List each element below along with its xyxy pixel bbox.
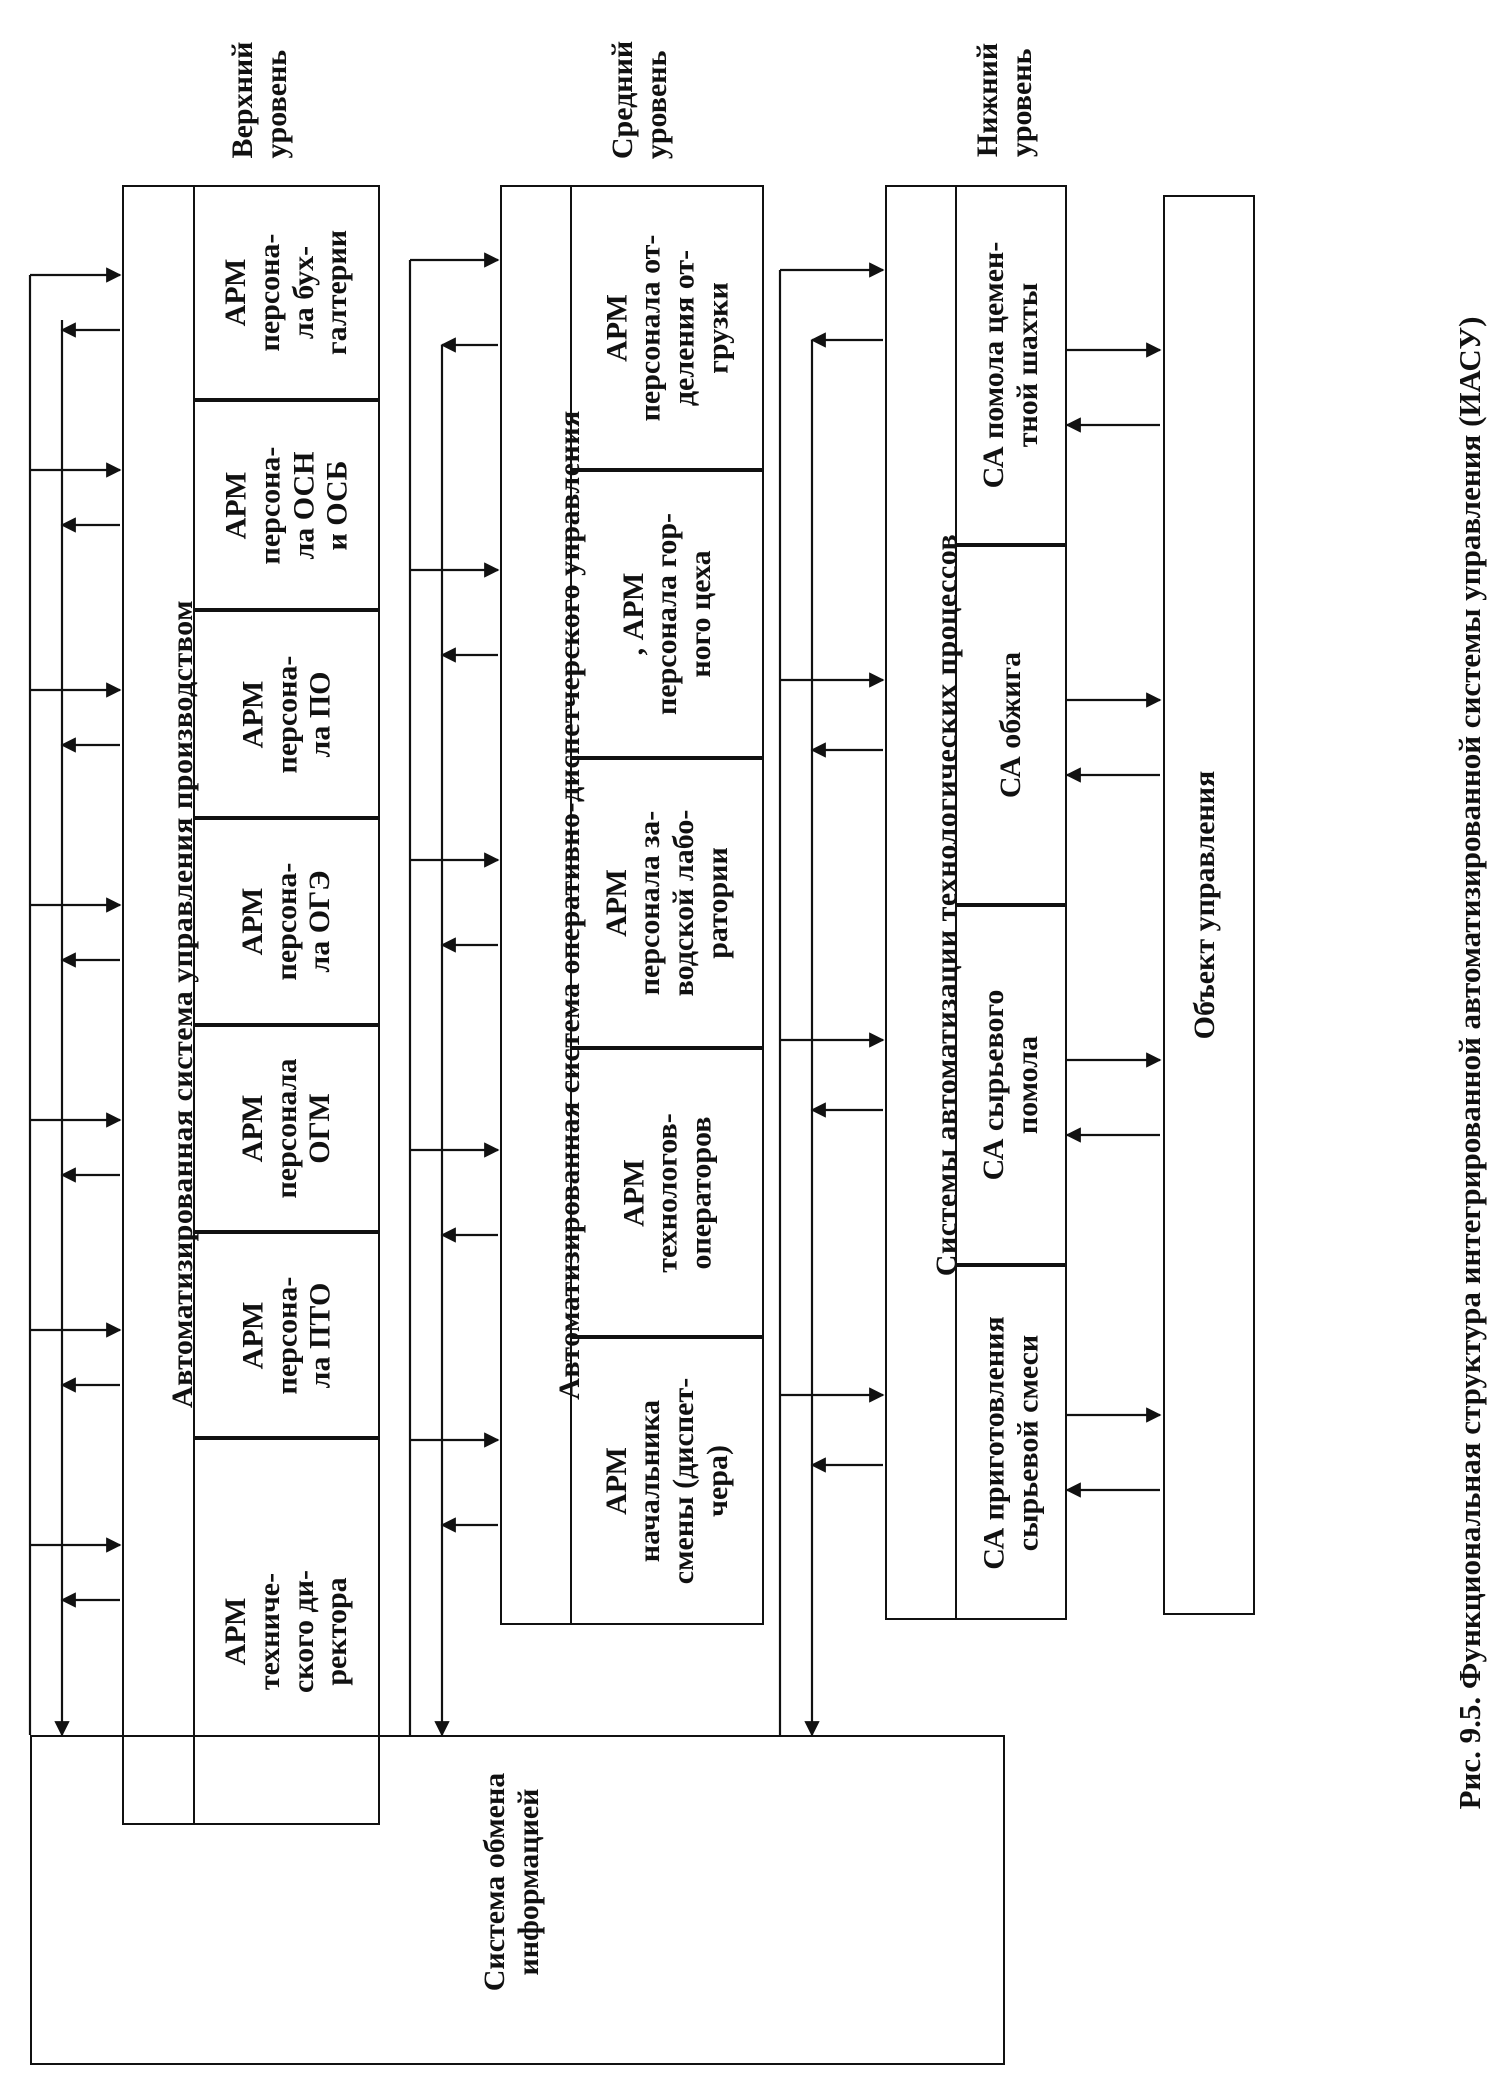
level-label-middle <box>585 0 695 210</box>
lower-cell <box>955 1265 1067 1620</box>
control-object-block <box>1163 195 1255 1615</box>
level-middle-text: Средний уровень <box>606 40 673 160</box>
level-upper-text: Верхний уровень <box>226 41 293 159</box>
upper-cell-label: АРМ техниче- ского ди- ректора <box>219 1569 354 1694</box>
middle-cell <box>570 1048 764 1337</box>
level-label-upper <box>205 0 315 210</box>
middle-cell <box>570 185 764 470</box>
upper-cell-label: АРМ персона- ла бух- галтерии <box>219 229 354 356</box>
middle-cell-label: АРМ технологов- операторов <box>616 1112 717 1273</box>
middle-cell-label: АРМ персонала от- деления от- грузки <box>599 234 734 421</box>
middle-cell <box>570 470 764 758</box>
information-exchange-text: Система обмена информацией <box>478 1772 545 1992</box>
information-exchange-block <box>30 1735 1005 2065</box>
level-label-lower <box>950 0 1060 210</box>
upper-cell <box>193 400 380 610</box>
upper-cell-label: АРМ персона- ла ПТО <box>236 1276 337 1394</box>
figure-caption-text: Рис. 9.5. Функциональная структура интегрированной автоматизированной системы управления (ИАСУ) <box>1451 316 1487 1810</box>
figure-caption <box>1447 113 1493 2013</box>
upper-cell <box>193 1232 380 1438</box>
middle-cell-label: АРМ начальника смены (диспет- чера) <box>599 1377 734 1585</box>
upper-cell <box>193 1438 380 1825</box>
middle-cell <box>570 1337 764 1625</box>
level-lower-text: Нижний уровень <box>971 42 1038 158</box>
middle-cell-label: АРМ персонала за- водской лабо- ратории <box>599 809 734 997</box>
upper-cell-label: АРМ персона- ла ОСН и ОСБ <box>219 446 354 564</box>
lower-cell-label: СА приготовления сырьевой смеси <box>977 1315 1044 1570</box>
upper-cell <box>193 610 380 818</box>
upper-cell <box>193 185 380 400</box>
middle-cell-label: , АРМ персонала гор- ного цеха <box>616 512 717 716</box>
upper-cell-label: АРМ персона- ла ОГЭ <box>236 862 337 981</box>
upper-cell <box>193 1025 380 1232</box>
lower-cell <box>955 905 1067 1265</box>
lower-title-text: Системы автоматизации технологических процессов <box>930 533 964 1277</box>
lower-cell-label: СА обжига <box>994 651 1028 799</box>
upper-title-text: Автоматизированная система управления производством <box>166 599 200 1409</box>
information-exchange-label <box>442 1732 582 2032</box>
upper-cell <box>193 818 380 1025</box>
middle-cell <box>570 758 764 1048</box>
upper-cell-label: АРМ персонала ОГМ <box>236 1058 337 1199</box>
middle-title-text: Автоматизированная система оперативно-диспетчерского управления <box>553 410 587 1400</box>
lower-cell <box>955 545 1067 905</box>
lower-cell <box>955 185 1067 545</box>
lower-cell-label: СА помола цемен- тной шахты <box>977 241 1044 489</box>
upper-cell-label: АРМ персона- ла ПО <box>236 655 337 773</box>
lower-cell-label: СА сырьевого помола <box>977 989 1044 1181</box>
control-object-label <box>1180 575 1230 1235</box>
control-object-text: Объект управления <box>1188 770 1222 1040</box>
